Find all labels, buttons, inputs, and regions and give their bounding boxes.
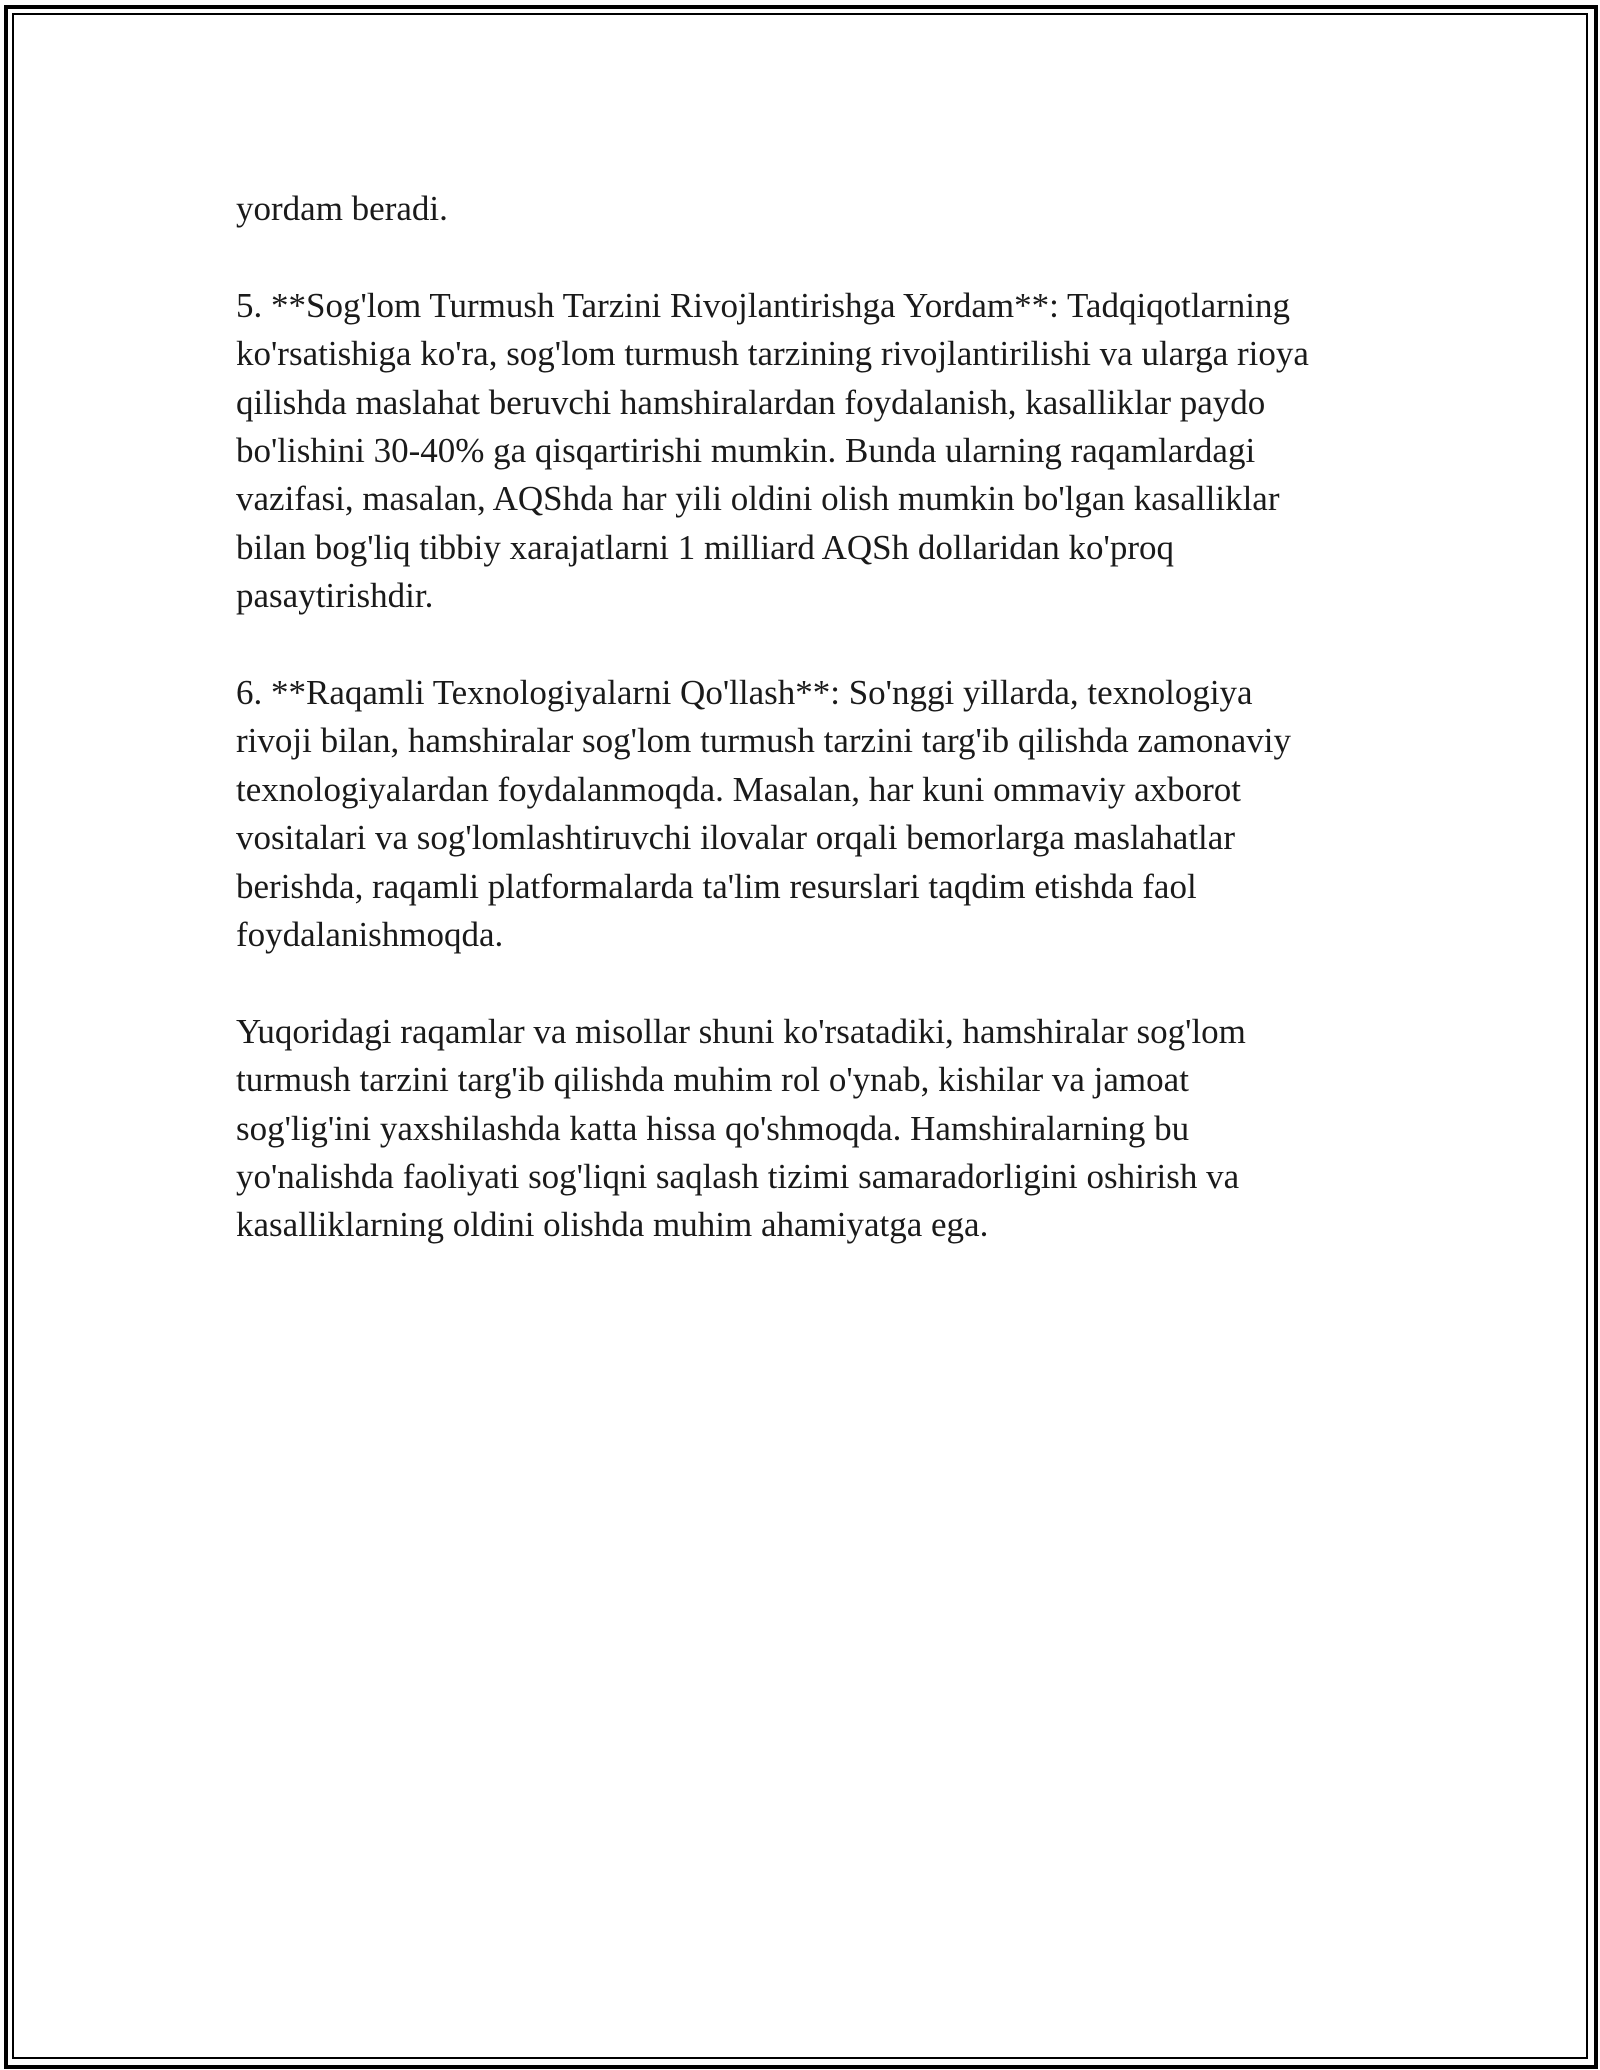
document-body xyxy=(236,185,1386,1298)
paragraph-conclusion: Yuqoridagi raqamlar va misollar shuni ko'rsatadiki, hamshiralar sog'lom turmush tarzini targ'ib qilishda muhim rol o'ynab, kishilar va jamoat sog'lig'ini yaxshilashda katta hissa qo'shmoqda. Hamshiralarning bu yo'nalishda faoliyati sog'liqni saqlash tizimi samaradorligini oshirish va kasalliklarning oldini olishda muhim ahamiyatga ega. xyxy=(236,1011,1246,1245)
paragraph-continuation: yordam beradi. xyxy=(236,189,448,228)
paragraph-item-5: 5. **Sog'lom Turmush Tarzini Rivojlantirishga Yordam**: Tadqiqotlarning ko'rsatishiga ko'ra, sog'lom turmush tarzining rivojlantirilishi va ularga rioya qilishda maslahat beruvchi hamshiralardan foydalanish, kasalliklar paydo bo'lishini 30-40% ga qisqartirishi mumkin. Bunda ularning raqamlardagi vazifasi, masalan, AQShda har yili oldini olish mumkin bo'lgan kasalliklar bilan bog'liq tibbiy xarajatlarni 1 milliard AQSh dollaridan ko'proq pasaytirishdir. xyxy=(236,285,1309,616)
paragraph-item-6: 6. **Raqamli Texnologiyalarni Qo'llash**: So'nggi yillarda, texnologiya rivoji bilan, hamshiralar sog'lom turmush tarzini targ'ib qilishda zamonaviy texnologiyalardan foydalanmoqda. Masalan, har kuni ommaviy axborot vositalari va sog'lomlashtiruvchi ilovalar orqali bemorlarga maslahatlar berishda, raqamli platformalarda ta'lim resurslari taqdim etishda faol foydalanishmoqda. xyxy=(236,673,1291,955)
